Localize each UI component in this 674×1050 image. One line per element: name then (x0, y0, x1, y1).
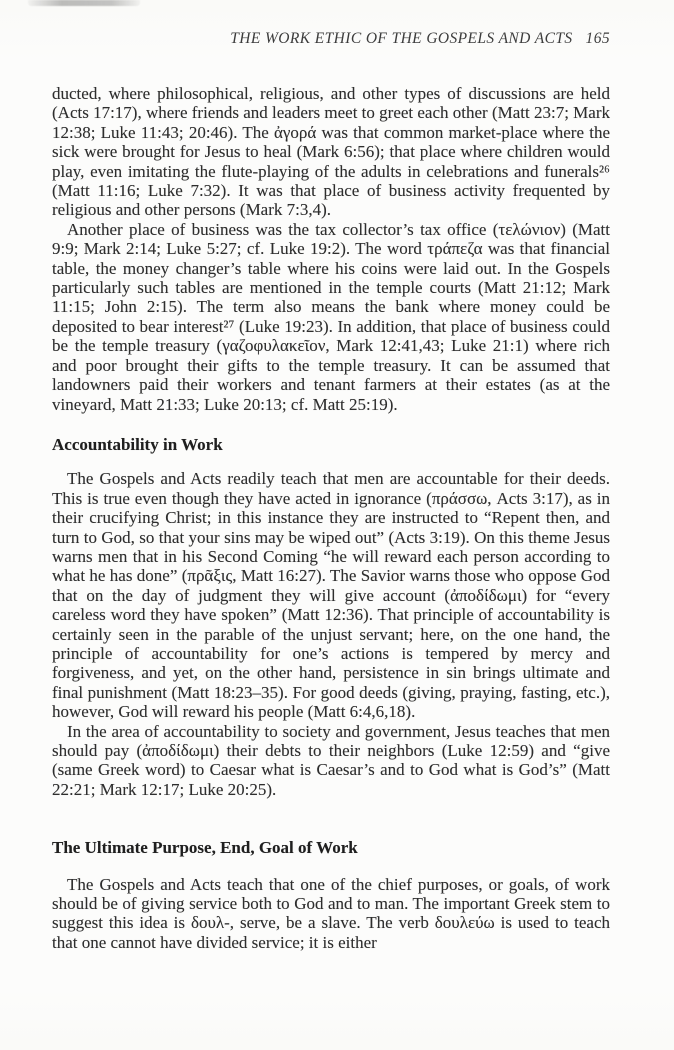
section-heading-accountability-in-work: Accountability in Work (52, 434, 223, 454)
page-number: 165 (585, 30, 610, 47)
running-header-title: THE WORK ETHIC OF THE GOSPELS AND ACTS (230, 30, 573, 47)
page-body (0, 48, 674, 952)
paragraph-tax-office-table: Another place of business was the tax collector’s tax office (τελώνιον) (Matt 9:9; Mark 2:14; Luke 5:27; cf. Luke 19:2). The word τράπεζα was that financial table, the money changer’s table where his coins were laid out. In the Gospels particularly such tables are mentioned in the temple courts (Matt 21:12; Mark 11:15; John 2:15). The term also means the bank where money could be deposited to bear interest²⁷ (Luke 19:23). In addition, that place of business could be the temple treasury (γαζοφυλακεῖον, Mark 12:41,43; Luke 21:1) where rich and poor brought their gifts to the temple treasury. It can be assumed that landowners paid their workers and tenant farmers at their estates (as at the vineyard, Matt 21:33; Luke 20:13; cf. Matt 25:19). (52, 219, 610, 414)
running-header (0, 0, 674, 48)
scan-artifact-top-left (28, 0, 140, 6)
section-heading-ultimate-purpose: The Ultimate Purpose, End, Goal of Work (52, 838, 358, 858)
paragraph-accountability-deeds: The Gospels and Acts readily teach that men are accountable for their deeds. This is true even though they have acted in ignorance (πράσσω, Acts 3:17), as in their crucifying Christ; in this instance they are instructed to “Repent then, and turn to God, so that your sins may be wiped out” (Acts 3:19). On this theme Jesus warns men that in his Second Coming “he will reward each person according to what he has done” (πρᾶξις, Matt 16:27). The Savior warns those who oppose God that on the day of judgment they will give account (ἀποδίδωμι) for “every careless word they have spoken” (Matt 12:36). That principle of accountability is certainly seen in the parable of the unjust servant; here, on the one hand, the principle of accountability for one’s actions is tempered by mercy and forgiveness, and yet, on the other hand, persistence in sin brings ultimate and final punishment (Matt 18:23–35). For good deeds (giving, praying, fasting, etc.), however, God will reward his people (Matt 6:4,6,18). (52, 469, 610, 722)
paragraph-society-government: In the area of accountability to society and government, Jesus teaches that men should pay (ἀποδίδωμι) their debts to their neighbors (Luke 12:59) and “give (same Greek word) to Caesar what is Caesar’s and to God what is God’s” (Matt 22:21; Mark 12:17; Luke 20:25). (52, 721, 610, 799)
paragraph-agora-marketplace: ducted, where philosophical, religious, and other types of discussions are held (Acts 17:17), where friends and leaders meet to greet each other (Matt 23:7; Mark 12:38; Luke 11:43; 20:46). The ἀγορά was that common market-place where the sick were brought for Jesus to heal (Mark 6:56); that place where children would play, even imitating the flute-playing of the adults in celebrations and funerals²⁶ (Matt 11:16; Luke 7:32). It was that place of business activity frequented by religious and other persons (Mark 7:3,4). (52, 84, 610, 220)
paragraph-service-goal: The Gospels and Acts teach that one of the chief purposes, or goals, of work should be of giving service both to God and to man. The important Greek stem to suggest this idea is δουλ-, serve, be a slave. The verb δουλεύω is used to teach that one cannot have divided service; it is either (52, 874, 610, 952)
